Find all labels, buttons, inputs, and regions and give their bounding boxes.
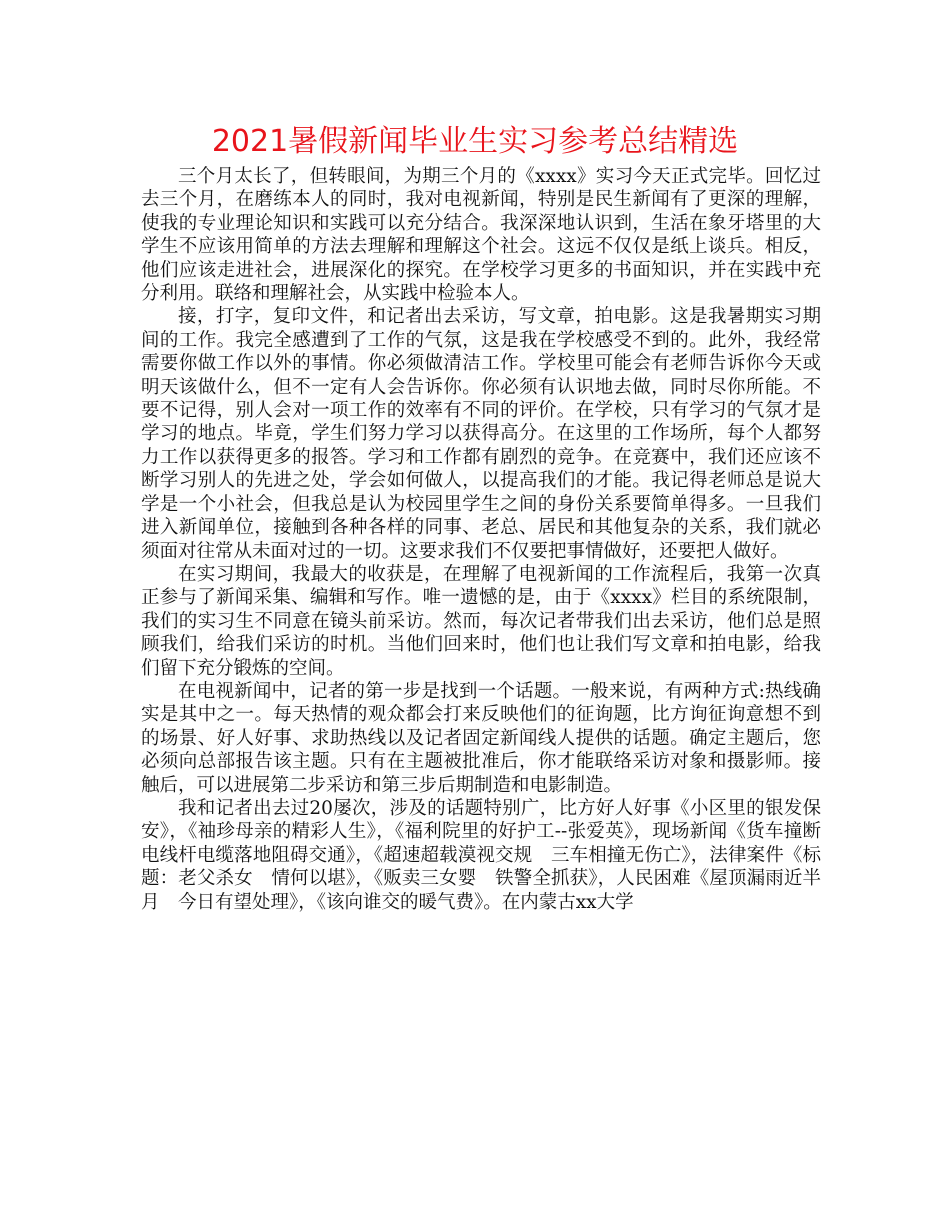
paragraph-2: 接，打字，复印文件，和记者出去采访，写文章，拍电影。这是我暑期实习期间的工作。我完全感遭到了工作的气氛，这是我在学校感受不到的。此外，我经常需要你做工作以外的事情。你必须做清洁工作。学校里可能会有老师告诉你今天或明天该做什么，但不一定有人会告诉你。你必须有认识地去做，同时尽你所能。不要不记得，别人会对一项工作的效率有不同的评价。在学校，只有学习的气氛才是学习的地点。毕竟，学生们努力学习以获得高分。在这里的工作场所，每个人都努力工作以获得更多的报答。学习和工作都有剧烈的竞争。在竞赛中，我们还应该不断学习别人的先进之处，学会如何做人，以提高我们的才能。我记得老师总是说大学是一个小社会，但我总是认为校园里学生之间的身份关系要简单得多。一旦我们进入新闻单位，接触到各种各样的同事、老总、居民和其他复杂的关系，我们就必须面对往常从未面对过的一切。这要求我们不仅要把事情做好，还要把人做好。: [141, 306, 821, 562]
document-title: 2021暑假新闻毕业生实习参考总结精选: [211, 124, 739, 159]
paragraph-5: 我和记者出去过20屡次，涉及的话题特别广，比方好人好事《小区里的银发保安》，《袖珍母亲的精彩人生》，《福利院里的好护工--张爱英》，现场新闻《货车撞断电线杆电缆落地阻碍交通》，《超速超载漠视交规 三车相撞无伤亡》，法律案件《标题：老父杀女 情何以堪》，《贩卖三女婴 铁警全抓获》，人民困难《屋顶漏雨近半月 今日有望处理》，《该向谁交的暖气费》。在内蒙古xx大学: [141, 797, 821, 913]
paragraph-3: 在实习期间，我最大的收获是，在理解了电视新闻的工作流程后，我第一次真正参与了新闻采集、编辑和写作。唯一遗憾的是，由于《xxxx》栏目的系统限制，我们的实习生不同意在镜头前采访。然而，每次记者带我们出去采访，他们总是照顾我们，给我们采访的时机。当他们回来时，他们也让我们写文章和拍电影，给我们留下充分锻炼的空间。: [141, 563, 821, 679]
document-body: [141, 165, 821, 914]
paragraph-4: 在电视新闻中，记者的第一步是找到一个话题。一般来说，有两种方式:热线确实是其中之一。每天热情的观众都会打来反映他们的征询题，比方询征询意想不到的场景、好人好事、求助热线以及记者固定新闻线人提供的话题。确定主题后，您必须向总部报告该主题。只有在主题被批准后，你才能联络采访对象和摄影师。接触后，可以进展第二步采访和第三步后期制造和电影制造。: [141, 680, 821, 796]
paragraph-1: 三个月太长了，但转眼间，为期三个月的《xxxx》实习今天正式完毕。回忆过去三个月，在磨练本人的同时，我对电视新闻，特别是民生新闻有了更深的理解，使我的专业理论知识和实践可以充分结合。我深深地认识到，生活在象牙塔里的大学生不应该用简单的方法去理解和理解这个社会。这远不仅仅是纸上谈兵。相反，他们应该走进社会，进展深化的探究。在学校学习更多的书面知识，并在实践中充分利用。联络和理解社会，从实践中检验本人。: [141, 166, 821, 305]
